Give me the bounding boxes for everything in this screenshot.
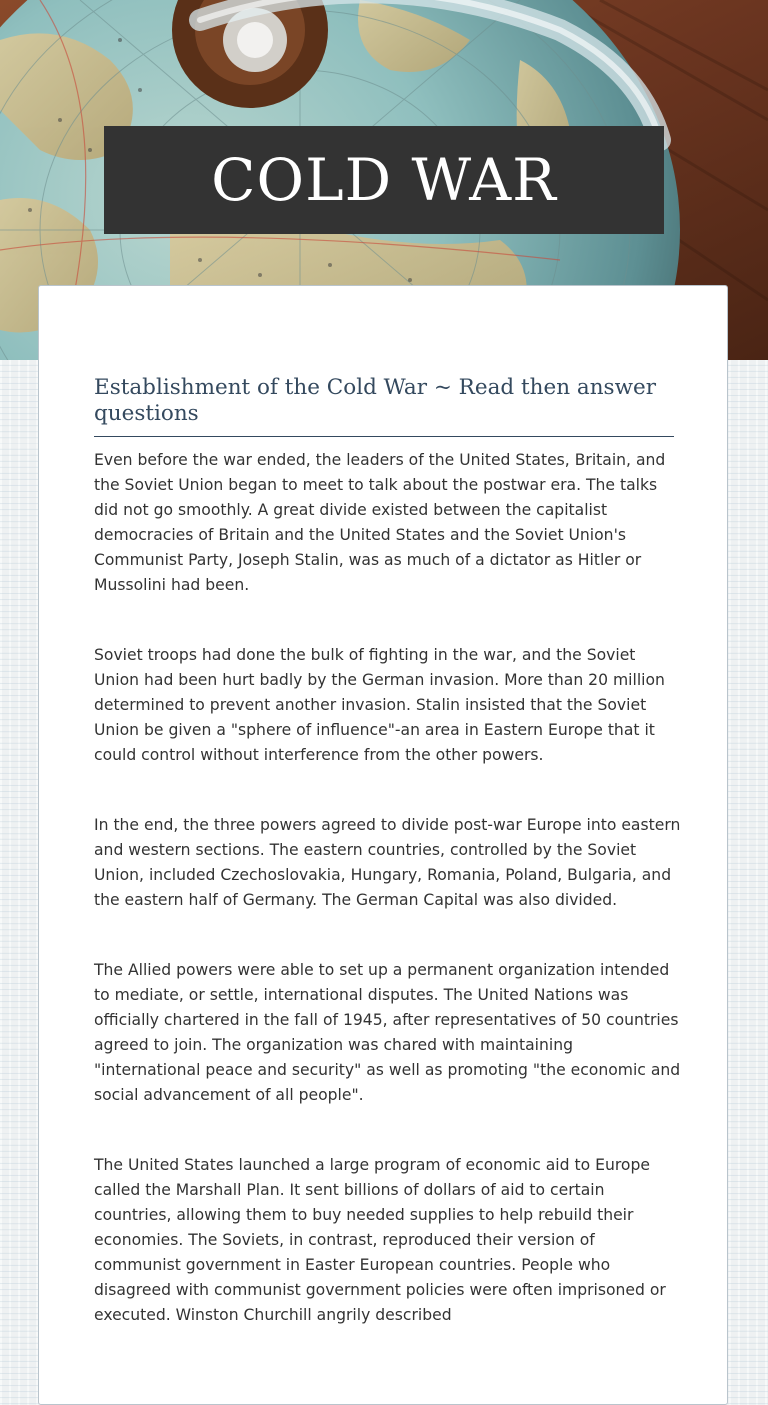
title-banner	[104, 126, 664, 234]
paragraph: The United States launched a large program of economic aid to Europe called the Marshall Plan. It sent billions of dollars of aid to certain countries, allowing them to buy needed supplies to help rebuild their economies. The Soviets, in contrast, reproduced their version of communist government in Easter European countries. People who disagreed with communist government policies were often imprisoned or executed. Winston Churchill angrily described	[94, 1156, 666, 1324]
section-heading: Establishment of the Cold War ~ Read then answer questions	[94, 375, 674, 437]
section-body	[94, 448, 682, 1373]
paragraph: The Allied powers were able to set up a permanent organization intended to mediate, or settle, international disputes. The United Nations was officially chartered in the fall of 1945, after representatives of 50 countries agreed to join. The organization was chared with maintaining "international peace and security" as well as promoting "the economic and social advancement of all people".	[94, 961, 681, 1104]
paragraph: Even before the war ended, the leaders of the United States, Britain, and the Soviet Union began to meet to talk about the postwar era. The talks did not go smoothly. A great divide existed between the capitalist democracies of Britain and the United States and the Soviet Union's Communist Party, Joseph Stalin, was as much of a dictator as Hitler or Mussolini had been.	[94, 451, 666, 594]
paragraph: Soviet troops had done the bulk of fighting in the war, and the Soviet Union had been hurt badly by the German invasion. More than 20 million determined to prevent another invasion. Stalin insisted that the Soviet Union be given a "sphere of influence"-an area in Eastern Europe that it could control without interference from the other powers.	[94, 646, 665, 764]
paragraph: In the end, the three powers agreed to divide post-war Europe into eastern and western sections. The eastern countries, controlled by the Soviet Union, included Czechoslovakia, Hungary, Romania, Poland, Bulgaria, and the eastern half of Germany. The German Capital was also divided.	[94, 816, 681, 909]
content-card	[38, 285, 728, 1405]
page-title: COLD WAR	[211, 146, 557, 214]
